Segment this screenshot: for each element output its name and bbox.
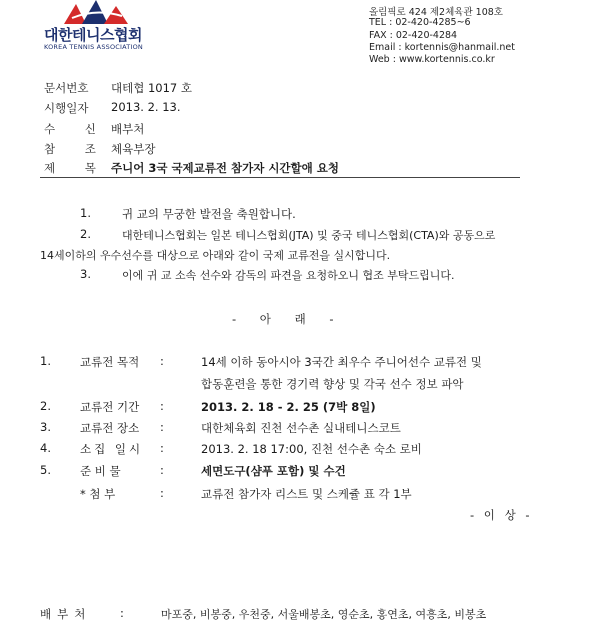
date: 2013. 2. 13.	[111, 100, 181, 114]
item-4-label: 소집 일시	[80, 442, 144, 456]
org-email: Email : kortennis@hanmail.net	[369, 42, 516, 53]
doc-no: 대테협 1017 호	[111, 81, 193, 95]
item-1-value-2: 합동훈련을 통한 경기력 향상 및 각국 선수 정보 파악	[201, 377, 464, 391]
org-name-en: KOREA TENNIS ASSOCIATION	[44, 43, 143, 51]
item-3-label: 교류전 장소	[80, 421, 140, 435]
reference: 체육부장	[111, 142, 156, 156]
item-4-colon: :	[160, 441, 164, 455]
org-tel: TEL : 02-420-4285~6	[369, 17, 471, 28]
attachment-label: * 첨 부	[80, 487, 116, 501]
org-web: Web : www.kortennis.co.kr	[369, 54, 495, 65]
recipient-label: 수 신	[44, 122, 109, 136]
subject-label: 제 목	[44, 161, 109, 175]
distribution-colon: :	[120, 606, 124, 620]
org-fax: FAX : 02-420-4284	[369, 30, 458, 41]
item-4-value: 2013. 2. 18 17:00, 진천 선수촌 숙소 로비	[201, 442, 422, 456]
item-3-num: 3.	[40, 420, 51, 434]
para-1: 귀 교의 무궁한 발전을 축원합니다.	[122, 207, 296, 221]
item-5-colon: :	[160, 463, 164, 477]
attachment-value: 교류전 참가자 리스트 및 스케쥴 표 각 1부	[201, 487, 412, 501]
header-divider	[40, 177, 520, 178]
para-1-num: 1.	[80, 206, 91, 220]
recipient: 배부처	[111, 122, 145, 136]
item-2-colon: :	[160, 399, 164, 413]
reference-label: 참 조	[44, 142, 109, 156]
para-2-line-2: 14세이하의 우수선수를 대상으로 아래와 같이 국제 교류전을 실시합니다.	[40, 249, 391, 262]
org-name-ko: 대한테니스협회	[44, 26, 142, 44]
doc-no-label: 문서번호	[44, 81, 89, 95]
item-4-num: 4.	[40, 441, 51, 455]
subject: 주니어 3국 국제교류전 참가자 시간할애 요청	[111, 161, 339, 175]
item-2-value: 2013. 2. 18 - 2. 25 (7박 8일)	[201, 400, 376, 414]
item-2-num: 2.	[40, 399, 51, 413]
tennis-logo-icon	[62, 0, 130, 24]
para-3: 이에 귀 교 소속 선수와 감독의 파견을 요청하오니 협조 부탁드립니다.	[122, 269, 455, 282]
para-3-num: 3.	[80, 267, 91, 281]
item-5-value: 세면도구(샴푸 포함) 및 수건	[201, 464, 346, 478]
closing-mark: - 이 상 -	[470, 508, 533, 522]
attachment-colon: :	[160, 486, 164, 500]
distribution-label: 배부처	[40, 607, 92, 621]
item-3-value: 대한체육회 진천 선수촌 실내테니스코트	[201, 421, 401, 435]
item-5-label: 준 비 물	[80, 464, 121, 478]
item-1-colon: :	[160, 354, 164, 368]
date-label: 시행일자	[44, 101, 89, 115]
item-1-num: 1.	[40, 354, 51, 368]
item-2-label: 교류전 기간	[80, 400, 140, 414]
item-1-label: 교류전 목적	[80, 355, 140, 369]
below-heading: - 아 래 -	[232, 312, 344, 326]
item-5-num: 5.	[40, 463, 51, 477]
org-address: 올림픽로 424 제2체육관 108호	[369, 7, 503, 18]
para-2-num: 2.	[80, 227, 91, 241]
item-3-colon: :	[160, 420, 164, 434]
distribution-list: 마포중, 비봉중, 우천중, 서울배봉초, 영순초, 홍연초, 여흥초, 비봉초	[161, 608, 487, 621]
item-1-value: 14세 이하 동아시아 3국간 최우수 주니어선수 교류전 및	[201, 355, 482, 369]
para-2-line-1: 대한테니스협회는 일본 테니스협회(JTA) 및 중국 테니스협회(CTA)와 공동으로	[122, 229, 496, 242]
